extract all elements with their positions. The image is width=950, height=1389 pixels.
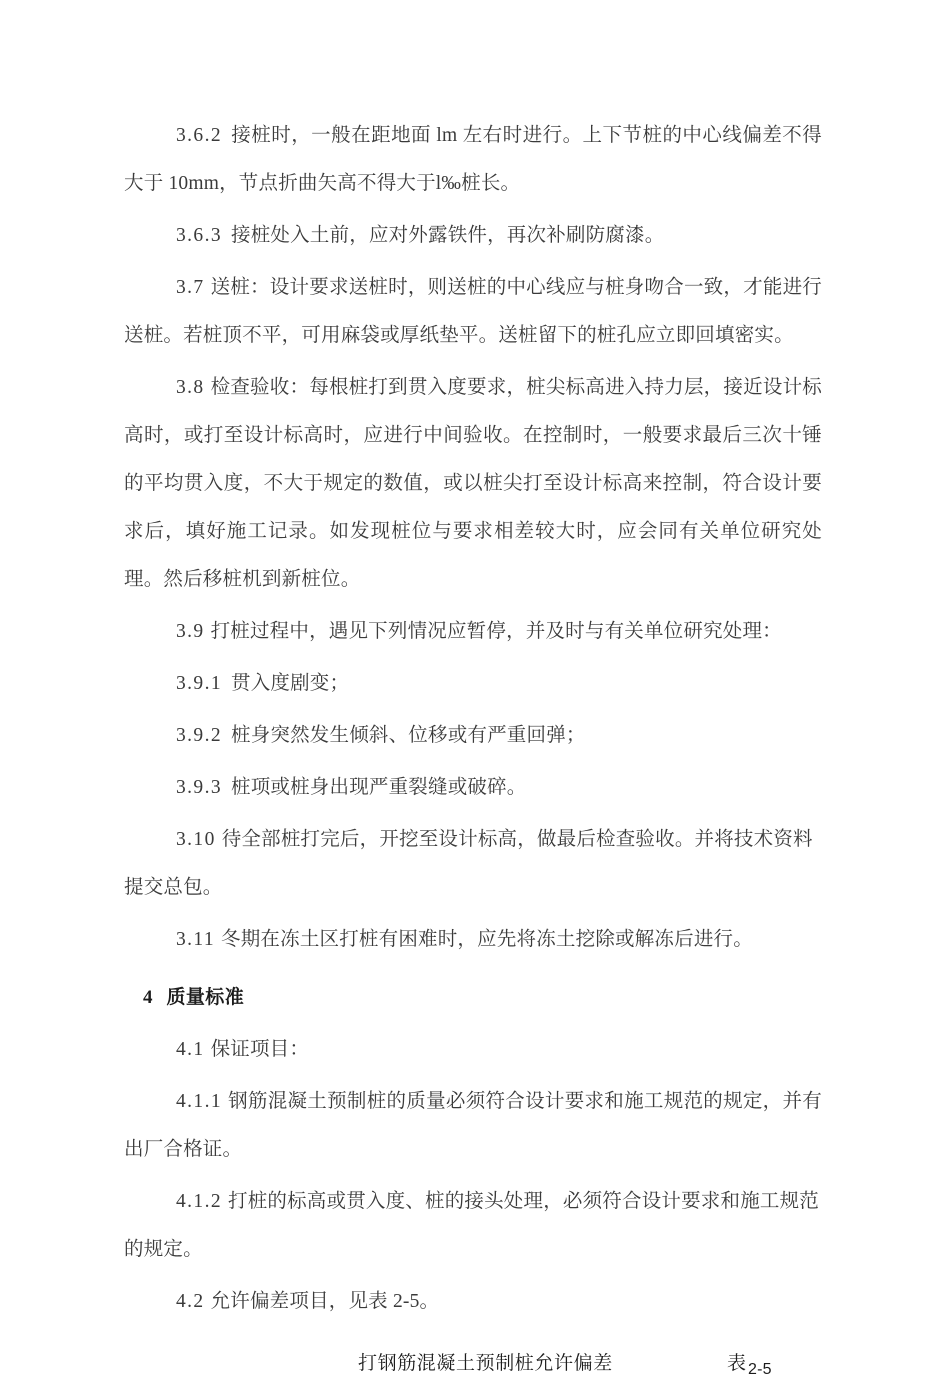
table-label: 表 (727, 1353, 747, 1374)
document-body (124, 112, 822, 1388)
paragraph-text: 接桩时，一般在距地面 lm 左右时进行。上下节桩的中心线偏差不得大于 10mm，节点折曲矢高不得大于l‰桩长。 (124, 125, 822, 194)
paragraph-text: 送桩：设计要求送桩时，则送桩的中心线应与桩身吻合一致，才能进行送桩。若桩顶不平，可用麻袋或厚纸垫平。送桩留下的桩孔应立即回填密实。 (124, 277, 822, 346)
paragraph-text: 贯入度剧变； (231, 673, 350, 694)
section-heading-quality-standards (124, 974, 822, 1022)
paragraph-4-1-2 (124, 1178, 822, 1274)
paragraph-3-9 (124, 608, 822, 656)
paragraph-text: 桩身突然发生倾斜、位移或有严重回弹； (231, 725, 586, 746)
paragraph-3-7 (124, 264, 822, 360)
paragraph-number: 3.9.3 (176, 777, 222, 798)
paragraph-3-6-2 (124, 112, 822, 208)
paragraph-number: 3.6.2 (176, 125, 222, 146)
paragraph-4-2 (124, 1278, 822, 1326)
paragraph-3-10 (124, 816, 822, 912)
table-caption (124, 1340, 822, 1388)
paragraph-number: 3.8 (176, 377, 205, 398)
paragraph-number: 3.9.1 (176, 673, 222, 694)
paragraph-3-8 (124, 364, 822, 604)
paragraph-number: 4.2 (176, 1291, 205, 1312)
section-number: 4 (143, 987, 153, 1008)
paragraph-text: 打桩的标高或贯入度、桩的接头处理，必须符合设计要求和施工规范的规定。 (124, 1191, 820, 1260)
paragraph-3-11 (124, 916, 822, 964)
table-caption-title: 打钢筋混凝土预制桩允许偏差 (358, 1353, 613, 1374)
spacer (124, 964, 822, 974)
paragraph-number: 3.11 (176, 929, 216, 950)
section-title: 质量标准 (166, 987, 245, 1008)
paragraph-text: 接桩处入土前，应对外露铁件，再次补刷防腐漆。 (231, 225, 665, 246)
paragraph-number: 3.6.3 (176, 225, 222, 246)
paragraph-3-9-3 (124, 764, 822, 812)
paragraph-number: 4.1 (176, 1039, 205, 1060)
table-number: 2-5 (748, 1361, 772, 1378)
paragraph-number: 3.7 (176, 277, 205, 298)
paragraph-number: 4.1.1 (176, 1091, 222, 1112)
paragraph-4-1-1 (124, 1078, 822, 1174)
paragraph-number: 3.10 (176, 829, 216, 850)
paragraph-text: 允许偏差项目，见表 2-5。 (210, 1291, 440, 1312)
paragraph-text: 桩项或桩身出现严重裂缝或破碎。 (231, 777, 527, 798)
paragraph-text: 冬期在冻土区打桩有困难时，应先将冻土挖除或解冻后进行。 (221, 929, 753, 950)
paragraph-text: 钢筋混凝土预制桩的质量必须符合设计要求和施工规范的规定，并有出厂合格证。 (124, 1091, 822, 1160)
paragraph-3-6-3 (124, 212, 822, 260)
paragraph-number: 4.1.2 (176, 1191, 222, 1212)
paragraph-3-9-1 (124, 660, 822, 708)
paragraph-3-9-2 (124, 712, 822, 760)
paragraph-4-1 (124, 1026, 822, 1074)
paragraph-text: 待全部桩打完后，开挖至设计标高，做最后检查验收。并将技术资料提交总包。 (124, 829, 813, 898)
paragraph-text: 检查验收：每根桩打到贯入度要求，桩尖标高进入持力层，接近设计标高时，或打至设计标高时，应进行中间验收。在控制时，一般要求最后三次十锤的平均贯入度，不大于规定的数值，或以桩尖打至设计标高来控制，符合设计要求后，填好施工记录。如发现桩位与要求相差较大时，应会同有关单位研究处理。然后移桩机到新桩位。 (124, 377, 822, 590)
paragraph-number: 3.9 (176, 621, 205, 642)
paragraph-text: 打桩过程中，遇见下列情况应暂停，并及时与有关单位研究处理： (210, 621, 782, 642)
table-caption-number (727, 1340, 770, 1389)
paragraph-text: 保证项目： (210, 1039, 310, 1060)
paragraph-number: 3.9.2 (176, 725, 222, 746)
